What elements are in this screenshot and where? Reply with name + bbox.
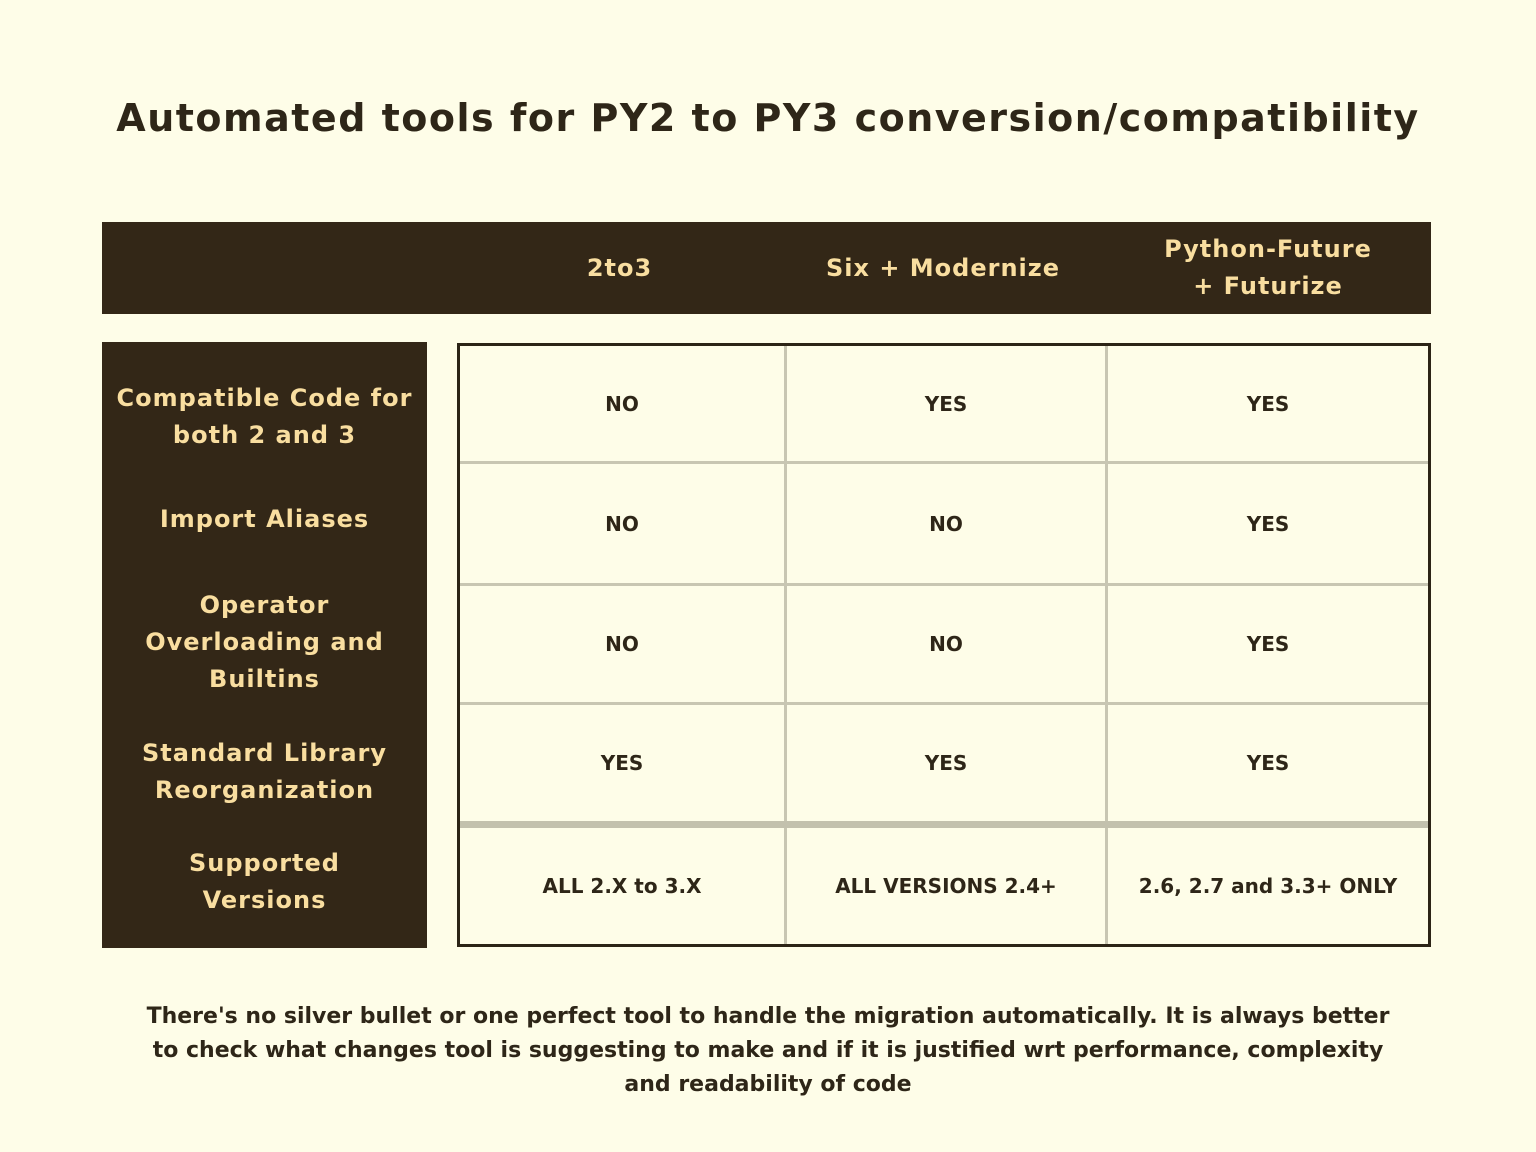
cell-versions-2to3: ALL 2.X to 3.X: [542, 874, 702, 898]
row-label-supported-versions: Supported Versions: [189, 849, 340, 914]
column-header-six-modernize: Six + Modernize: [825, 253, 1061, 282]
cell-operator-2to3: NO: [605, 632, 639, 656]
row-label-stdlib-reorganization: Standard Library Reorganization: [142, 739, 387, 804]
cell-import-2to3: NO: [605, 511, 639, 536]
row-label-compatible-code: Compatible Code for both 2 and 3: [116, 384, 413, 449]
cell-import-six: NO: [929, 511, 963, 536]
cell-versions-six: ALL VERSIONS 2.4+: [835, 874, 1057, 898]
cell-compatible-six: YES: [924, 391, 968, 416]
column-header-bar: [102, 222, 1431, 314]
row-label-import-aliases: Import Aliases: [159, 504, 370, 533]
cell-versions-future: 2.6, 2.7 and 3.3+ ONLY: [1138, 874, 1398, 898]
footer-note: There's no silver bullet or one perfect tool to handle the migration automatically. It is always better to check what changes tool is suggesting to make and if it is justified wrt performance, complexity and readability of code: [146, 1004, 1390, 1097]
cell-compatible-future: YES: [1246, 391, 1290, 416]
page-title: Automated tools for PY2 to PY3 conversion/compatibility: [116, 96, 1420, 140]
cell-stdlib-future: YES: [1246, 751, 1290, 775]
cell-operator-six: NO: [929, 632, 963, 656]
column-header-2to3: 2to3: [586, 253, 653, 282]
cell-stdlib-six: YES: [924, 751, 968, 775]
cell-import-future: YES: [1246, 511, 1290, 536]
column-header-python-future: Python-Future + Futurize: [1164, 235, 1372, 300]
row-label-panel: [102, 342, 427, 948]
cell-operator-future: YES: [1246, 632, 1290, 656]
cell-stdlib-2to3: YES: [600, 751, 644, 775]
grid-row-divider: [460, 821, 1428, 828]
row-label-operator-overloading: Operator Overloading and Builtins: [145, 590, 384, 693]
cell-compatible-2to3: NO: [605, 391, 639, 416]
comparison-grid: [457, 343, 1431, 947]
